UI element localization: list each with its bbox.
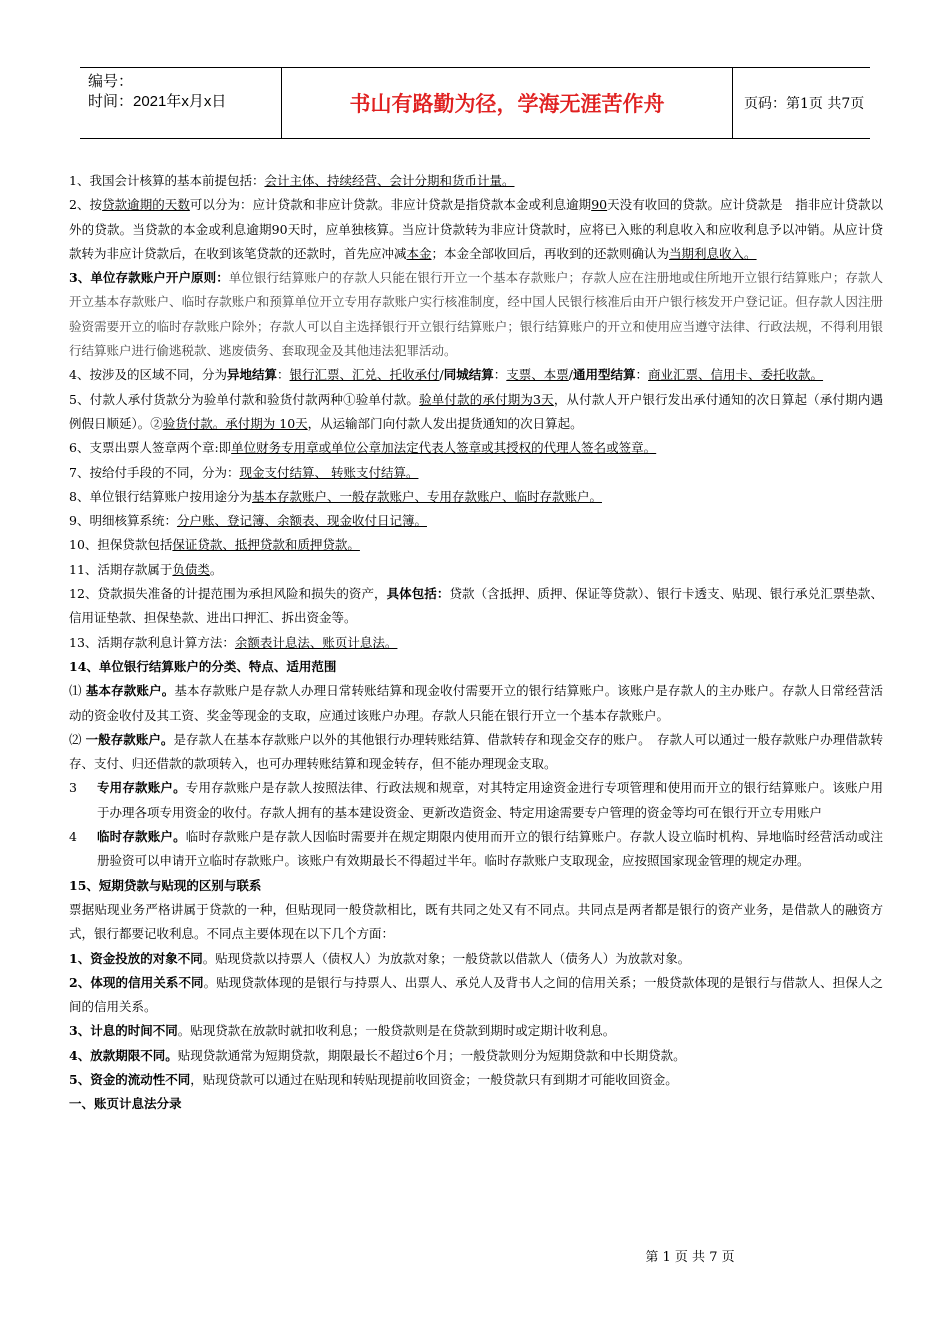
paragraph-11: 11、活期存款属于负债类。 (69, 561, 223, 577)
account-type-3: 3 专用存款账户。专用存款账户是存款人按照法律、行政法规和规章，对其特定用途资金进行专项管理和使用而开立的银行结算账户。该账户用于办理各项专用资金的收付。存款人拥有的基本建设资金、更新改造资金、特定用途需要专户管理的资金等均可在银行开立专用账户 (69, 780, 883, 820)
difference-4: 4、放款期限不同。贴现贷款通常为短期贷款，期限最长不超过6个月；一般贷款则分为短期贷款和中长期贷款。 (69, 1047, 686, 1063)
page-header (80, 67, 870, 139)
paragraph-10: 10、担保贷款包括保证贷款、抵押贷款和质押贷款。 (69, 537, 360, 553)
header-page-info: 页码：第1页 共7页 (744, 96, 865, 112)
page-footer: 第 1 页 共 7 页 (645, 1250, 735, 1265)
section-heading-last: 一、账页计息法分录 (69, 1096, 182, 1112)
account-type-2: ⑵ 一般存款账户。是存款人在基本存款账户以外的其他银行办理转账结算、借款转存和现金交存的账户。 存款人可以通过一般存款账户办理借款转存、支付、归还借款的款项转入，也可办理转账结算和现金转存，但不能办理现金支取。 (69, 731, 883, 772)
paragraph-6: 6、支票出票人签章两个章:即单位财务专用章或单位公章加法定代表人签章或其授权的代理人签名或签章。 (69, 440, 657, 456)
section-heading-15: 15、短期贷款与贴现的区别与联系 (69, 877, 262, 893)
paragraph-4: 4、按涉及的区域不同，分为异地结算：银行汇票、汇兑、托收承付/同城结算：支票、本票/通用型结算：商业汇票、信用卡、委托收款。 (69, 367, 824, 383)
document-body (69, 169, 883, 1117)
header-motto: 书山有路勤为径，学海无涯苦作舟 (282, 68, 733, 138)
time-label: 时间：2021年x月x日 (88, 93, 227, 110)
paragraph-15-intro: 票据贴现业务严格讲属于贷款的一种，但贴现同一般贷款相比，既有共同之处又有不同点。共同点是两者都是银行的资产业务，是借款人的融资方式，银行都要记收利息。不同点主要体现在以下几个方面： (69, 901, 883, 942)
difference-3: 3、计息的时间不同。贴现贷款在放款时就扣收利息；一般贷款则是在贷款到期时或定期计收利息。 (69, 1023, 616, 1039)
header-meta (80, 68, 282, 138)
difference-1: 1、资金投放的对象不同。贴现贷款以持票人（债权人）为放款对象；一般贷款以借款人（债务人）为放款对象。 (69, 950, 691, 966)
account-type-4: 4 临时存款账户。临时存款账户是存款人因临时需要并在规定期限内使用而开立的银行结算账户。存款人设立临时机构、异地临时经营活动或注册验资可以申请开立临时存款账户。该账户有效期最长不得超过半年。临时存款账户支取现金，应按照国家现金管理的规定办理。 (69, 829, 883, 869)
paragraph-8: 8、单位银行结算账户按用途分为基本存款账户、一般存款账户、专用存款账户、临时存款账户。 (69, 488, 602, 504)
code-label: 编号： (88, 73, 134, 90)
section-heading-14: 14、单位银行结算账户的分类、特点、适用范围 (69, 658, 337, 674)
paragraph-7: 7、按给付手段的不同，分为：现金支付结算、 转账支付结算。 (69, 464, 419, 480)
paragraph-5: 5、付款人承付货款分为验单付款和验货付款两种①验单付款。验单付款的承付期为3天，从付款人开户银行发出承付通知的次日算起（承付期内遇例假日顺延）。②验货付款。承付期为 10天，从运输部门向付款人发出提货通知的次日算起。 (69, 391, 883, 431)
difference-5: 5、资金的流动性不同，贴现贷款可以通过在贴现和转贴现提前收回资金；一般贷款只有到期才可能收回资金。 (69, 1071, 678, 1087)
paragraph-1: 1、我国会计核算的基本前提包括：会计主体、持续经营、会计分期和货币计量。 (69, 173, 515, 188)
account-type-1: ⑴ 基本存款账户。基本存款账户是存款人办理日常转账结算和现金收付需要开立的银行结算账户。该账户是存款人的主办账户。存款人日常经营活动的资金收付及其工资、奖金等现金的支取，应通过该账户办理。存款人只能在银行开立一个基本存款账户。 (69, 683, 883, 723)
paragraph-3: 3、单位存款账户开户原则：单位银行结算账户的存款人只能在银行开立一个基本存款账户；存款人应在注册地或住所地开立银行结算账户；存款人开立基本存款账户、临时存款账户和预算单位开立专用存款账户实行核准制度，经中国人民银行核准后由开户银行核发开户登记证。但存款人因注册验资需要开立的临时存款账户除外；存款人可以自主选择银行开立银行结算账户；银行结算账户的开立和使用应当遵守法律、行政法规，不得利用银行结算账户进行偷逃税款、逃废债务、套取现金及其他违法犯罪活动。 (69, 270, 883, 359)
paragraph-2: 2、按贷款逾期的天数可以分为：应计贷款和非应计贷款。非应计贷款是指贷款本金或利息逾期90天没有收回的贷款。应计贷款是 指非应计贷款以外的贷款。当贷款的本金或利息逾期90天时，应单独核算。当应计贷款转为非应计贷款时，应将已入账的利息收入和应收利息予以冲销。从应计贷款转为非应计贷款后，在收到该笔贷款的还款时，首先应冲减本金；本金全部收回后，再收到的还款则确认为当期利息收入。 (69, 197, 883, 261)
paragraph-13: 13、活期存款利息计算方法：余额表计息法、账页计息法。 (69, 634, 398, 650)
difference-2: 2、体现的信用关系不同。贴现贷款体现的是银行与持票人、出票人、承兑人及背书人之间的信用关系；一般贷款体现的是银行与借款人、担保人之间的信用关系。 (69, 974, 883, 1015)
paragraph-9: 9、明细核算系统：分户账、登记簿、余额表、现金收付日记簿。 (69, 513, 427, 529)
paragraph-12: 12、贷款损失准备的计提范围为承担风险和损失的资产，具体包括：贷款（含抵押、质押、保证等贷款）、银行卡透支、贴现、银行承兑汇票垫款、信用证垫款、担保垫款、进出口押汇、拆出资金等。 (69, 586, 883, 626)
